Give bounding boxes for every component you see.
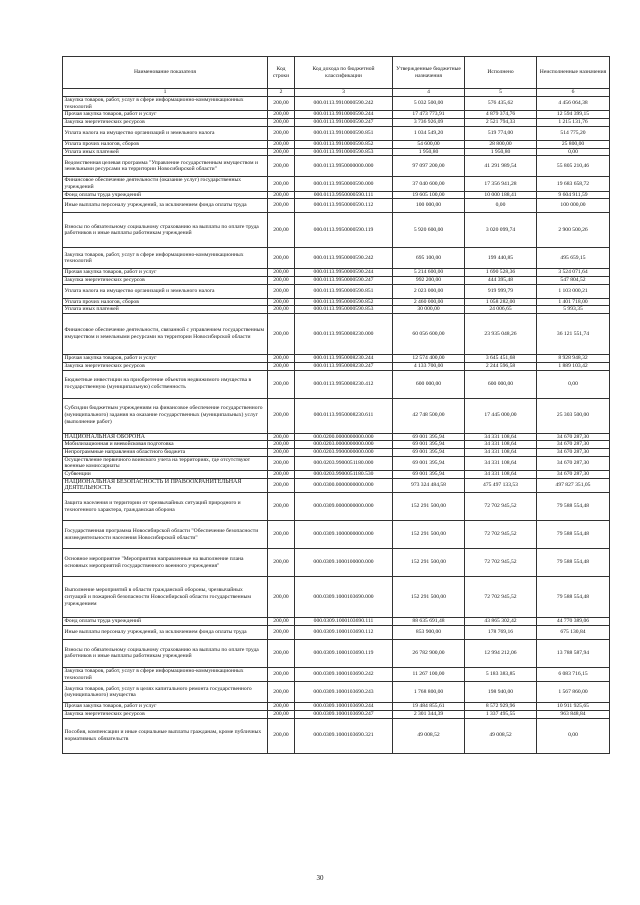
row-line-code: 200,00 <box>268 362 295 370</box>
row-budget-code: 000.0113.9950000590.853 <box>295 306 393 314</box>
row-approved: 12 574 400,00 <box>393 355 465 363</box>
row-budget-code: 000.0309.1000103690.247 <box>295 710 393 718</box>
row-line-code: 200,00 <box>268 191 295 199</box>
row-remaining: 675 130,84 <box>537 625 610 639</box>
row-approved: 1 950,80 <box>393 148 465 156</box>
row-budget-code: 000.0203.9900051180.000 <box>295 456 393 470</box>
row-name: Непрограммные направления областного бюджета <box>63 448 268 456</box>
row-executed: 178 769,16 <box>465 625 537 639</box>
table-row <box>63 111 610 119</box>
row-approved: 600 000,00 <box>393 370 465 398</box>
row-budget-code: 000.0113.9910000590.852 <box>295 140 393 148</box>
row-approved: 19 484 855,61 <box>393 703 465 711</box>
row-remaining: 34 670 287,30 <box>537 448 610 456</box>
row-name: Основное мероприятие "Мероприятия направленные на выполнение плана основных мероприятий государственного военного учреждения" <box>63 549 268 577</box>
column-number: 2 <box>268 89 295 97</box>
row-name: Выполнение мероприятий в области гражданской обороны, чрезвычайных ситуаций и пожарной безопасности Новосибирской области государственным учреждением <box>63 577 268 618</box>
row-remaining: 34 670 287,30 <box>537 456 610 470</box>
table-row <box>63 140 610 148</box>
row-line-code: 200,00 <box>268 111 295 119</box>
row-budget-code: 000.0309.1000000000.000 <box>295 521 393 549</box>
row-line-code: 200,00 <box>268 710 295 718</box>
table-row <box>63 119 610 127</box>
row-budget-code: 000.0309.1000103690.112 <box>295 625 393 639</box>
row-line-code: 200,00 <box>268 682 295 703</box>
row-budget-code: 000.0300.0000000000.000 <box>295 478 393 492</box>
row-remaining: 963 848,84 <box>537 710 610 718</box>
table-row <box>63 177 610 191</box>
column-number: 5 <box>465 89 537 97</box>
row-name: Уплата налога на имущество организаций и земельного налога <box>63 284 268 298</box>
table-row <box>63 306 610 314</box>
row-executed: 4 879 374,76 <box>465 111 537 119</box>
table-row <box>63 126 610 140</box>
row-approved: 973 324 484,58 <box>393 478 465 492</box>
row-line-code: 200,00 <box>268 448 295 456</box>
table-row <box>63 370 610 398</box>
row-budget-code: 000.0309.0000000000.000 <box>295 493 393 521</box>
row-budget-code: 000.0309.1000103690.321 <box>295 718 393 753</box>
row-approved: 5 032 500,00 <box>393 97 465 111</box>
row-line-code: 200,00 <box>268 140 295 148</box>
row-approved: 152 291 500,00 <box>393 521 465 549</box>
row-remaining: 79 588 554,48 <box>537 549 610 577</box>
row-name: Прочая закупка товаров, работ и услуг <box>63 703 268 711</box>
row-remaining: 497 827 351,05 <box>537 478 610 492</box>
row-line-code: 200,00 <box>268 639 295 667</box>
table-row <box>63 148 610 156</box>
row-budget-code: 000.0113.9950000590.111 <box>295 191 393 199</box>
row-approved: 1 768 800,00 <box>393 682 465 703</box>
row-line-code: 200,00 <box>268 148 295 156</box>
table-row <box>63 456 610 470</box>
row-remaining: 100 000,00 <box>537 199 610 213</box>
row-budget-code: 000.0309.1000100000.000 <box>295 549 393 577</box>
row-approved: 42 748 500,00 <box>393 398 465 433</box>
row-budget-code: 000.0203.9900051180.530 <box>295 471 393 479</box>
row-approved: 69 001 395,94 <box>393 433 465 441</box>
row-line-code: 200,00 <box>268 549 295 577</box>
row-approved: 88 635 691,48 <box>393 618 465 626</box>
row-name: Уплата иных платежей <box>63 306 268 314</box>
row-line-code: 200,00 <box>268 97 295 111</box>
row-budget-code: 000.0113.9950008230.247 <box>295 362 393 370</box>
row-budget-code: 000.0309.1000103690.243 <box>295 682 393 703</box>
row-line-code: 200,00 <box>268 398 295 433</box>
row-name: Закупка энергетических ресурсов <box>63 710 268 718</box>
row-name: Закупка товаров, работ, услуг в сфере информационно-коммуникационных технологий <box>63 667 268 681</box>
row-executed: 72 702 945,52 <box>465 577 537 618</box>
row-approved: 5 920 600,00 <box>393 213 465 248</box>
column-number-row <box>63 89 610 97</box>
row-executed: 1 058 282,00 <box>465 298 537 306</box>
row-approved: 49 008,52 <box>393 718 465 753</box>
header-budget-code: Код дохода по бюджетной классификации <box>295 57 393 89</box>
row-executed: 8 572 929,96 <box>465 703 537 711</box>
row-name: НАЦИОНАЛЬНАЯ БЕЗОПАСНОСТЬ И ПРАВООХРАНИТЕЛЬНАЯ ДЕЯТЕЛЬНОСТЬ <box>63 478 268 492</box>
table-row <box>63 493 610 521</box>
row-budget-code: 000.0113.9950000590.852 <box>295 298 393 306</box>
row-name: Прочая закупка товаров, работ и услуг <box>63 111 268 119</box>
row-name: Ведомственная целевая программа "Управление государственным имуществом и земельными ресурсами на территории Новосибирской области" <box>63 156 268 177</box>
row-approved: 100 000,00 <box>393 199 465 213</box>
row-line-code: 200,00 <box>268 306 295 314</box>
row-executed: 72 702 945,52 <box>465 493 537 521</box>
row-remaining: 34 670 287,30 <box>537 471 610 479</box>
row-remaining: 12 594 399,15 <box>537 111 610 119</box>
row-approved: 3 736 926,09 <box>393 119 465 127</box>
row-name: Уплата иных платежей <box>63 148 268 156</box>
row-approved: 30 000,00 <box>393 306 465 314</box>
row-approved: 69 001 395,94 <box>393 471 465 479</box>
row-name: Фонд оплаты труда учреждений <box>63 618 268 626</box>
row-remaining: 495 659,15 <box>537 248 610 269</box>
row-name: Осуществление первичного воинского учета на территориях, где отсутствуют военные комиссариаты <box>63 456 268 470</box>
row-name: Фонд оплаты труда учреждений <box>63 191 268 199</box>
row-executed: 41 291 989,54 <box>465 156 537 177</box>
row-line-code: 200,00 <box>268 269 295 277</box>
row-line-code: 200,00 <box>268 314 295 355</box>
table-row <box>63 191 610 199</box>
row-remaining: 2 900 500,26 <box>537 213 610 248</box>
table-row <box>63 625 610 639</box>
row-executed: 5 183 383,85 <box>465 667 537 681</box>
row-line-code: 200,00 <box>268 199 295 213</box>
row-remaining: 19 683 658,72 <box>537 177 610 191</box>
row-name: Мобилизационная и вневойсковая подготовка <box>63 441 268 449</box>
row-line-code: 200,00 <box>268 667 295 681</box>
row-remaining: 6 083 716,15 <box>537 667 610 681</box>
row-budget-code: 000.0203.9900000000.000 <box>295 448 393 456</box>
row-remaining: 0,00 <box>537 370 610 398</box>
row-executed: 3 020 099,74 <box>465 213 537 248</box>
row-executed: 919 999,79 <box>465 284 537 298</box>
row-executed: 24 006,65 <box>465 306 537 314</box>
row-remaining: 44 770 389,06 <box>537 618 610 626</box>
row-approved: 17 473 773,91 <box>393 111 465 119</box>
column-number: 1 <box>63 89 268 97</box>
row-line-code: 200,00 <box>268 433 295 441</box>
row-name: Защита населения и территории от чрезвычайных ситуаций природного и техногенного характера, гражданская оборона <box>63 493 268 521</box>
row-remaining: 13 788 587,94 <box>537 639 610 667</box>
row-executed: 199 440,85 <box>465 248 537 269</box>
row-executed: 198 940,00 <box>465 682 537 703</box>
table-row <box>63 284 610 298</box>
row-budget-code: 000.0113.9950000000.000 <box>295 156 393 177</box>
table-row <box>63 448 610 456</box>
row-name: Взносы по обязательному социальному страхованию на выплаты по оплате труда работников и иные выплаты работникам учреждений <box>63 639 268 667</box>
row-approved: 2 301 344,39 <box>393 710 465 718</box>
row-line-code: 200,00 <box>268 625 295 639</box>
row-executed: 1 950,80 <box>465 148 537 156</box>
row-budget-code: 000.0309.1000103690.119 <box>295 639 393 667</box>
row-line-code: 200,00 <box>268 126 295 140</box>
row-remaining: 1 103 000,21 <box>537 284 610 298</box>
row-budget-code: 000.0113.9950000590.851 <box>295 284 393 298</box>
row-approved: 2 460 000,00 <box>393 298 465 306</box>
row-name: Иные выплаты персоналу учреждений, за исключением фонда оплаты труда <box>63 625 268 639</box>
row-executed: 34 331 108,64 <box>465 433 537 441</box>
row-remaining: 79 588 554,48 <box>537 577 610 618</box>
row-approved: 60 056 600,00 <box>393 314 465 355</box>
row-remaining: 0,00 <box>537 718 610 753</box>
table-row <box>63 298 610 306</box>
table-row <box>63 398 610 433</box>
row-line-code: 200,00 <box>268 370 295 398</box>
row-remaining: 79 588 554,48 <box>537 521 610 549</box>
row-name: Прочая закупка товаров, работ и услуг <box>63 355 268 363</box>
row-name: НАЦИОНАЛЬНАЯ ОБОРОНА <box>63 433 268 441</box>
row-budget-code: 000.0200.0000000000.000 <box>295 433 393 441</box>
row-remaining: 1 215 131,76 <box>537 119 610 127</box>
row-budget-code: 000.0113.9910000590.244 <box>295 111 393 119</box>
row-approved: 11 267 100,00 <box>393 667 465 681</box>
row-remaining: 25 303 500,00 <box>537 398 610 433</box>
row-executed: 10 000 188,41 <box>465 191 537 199</box>
header-line-code: Код строки <box>268 57 295 89</box>
row-remaining: 9 604 911,59 <box>537 191 610 199</box>
row-approved: 2 023 000,00 <box>393 284 465 298</box>
row-line-code: 200,00 <box>268 213 295 248</box>
column-number: 4 <box>393 89 465 97</box>
row-executed: 519 774,00 <box>465 126 537 140</box>
row-approved: 992 200,00 <box>393 277 465 285</box>
row-executed: 475 497 133,53 <box>465 478 537 492</box>
row-name: Взносы по обязательному социальному страхованию на выплаты по оплате труда работников и иные выплаты работникам учреждений <box>63 213 268 248</box>
row-executed: 576 435,62 <box>465 97 537 111</box>
report-sheet <box>62 56 609 754</box>
row-remaining: 79 588 554,48 <box>537 493 610 521</box>
row-remaining: 514 775,20 <box>537 126 610 140</box>
header-remaining: Неисполненные назначения <box>537 57 610 89</box>
row-budget-code: 000.0309.1000103690.242 <box>295 667 393 681</box>
table-body <box>63 97 610 754</box>
row-executed: 49 008,52 <box>465 718 537 753</box>
row-name: Прочая закупка товаров, работ и услуг <box>63 269 268 277</box>
row-line-code: 200,00 <box>268 441 295 449</box>
column-number: 3 <box>295 89 393 97</box>
row-executed: 600 000,00 <box>465 370 537 398</box>
row-name: Закупка товаров, работ, услуг в сфере информационно-коммуникационных технологий <box>63 97 268 111</box>
budget-execution-table <box>62 56 610 754</box>
row-name: Закупка товаров, работ, услуг в сфере информационно-коммуникационных технологий <box>63 248 268 269</box>
row-remaining: 1 567 860,00 <box>537 682 610 703</box>
row-approved: 69 001 395,94 <box>393 448 465 456</box>
row-name: Закупка энергетических ресурсов <box>63 119 268 127</box>
table-row <box>63 441 610 449</box>
table-header <box>63 57 610 97</box>
table-row <box>63 362 610 370</box>
row-budget-code: 000.0203.0000000000.000 <box>295 441 393 449</box>
row-remaining: 34 670 287,30 <box>537 433 610 441</box>
row-executed: 23 935 048,26 <box>465 314 537 355</box>
row-remaining: 36 121 551,74 <box>537 314 610 355</box>
row-budget-code: 000.0113.9910000590.242 <box>295 97 393 111</box>
table-row <box>63 248 610 269</box>
row-name: Финансовое обеспечение деятельности, связанной с управлением государственным имуществом и земельными ресурсами на территории Новосибирской области <box>63 314 268 355</box>
row-remaining: 10 911 925,65 <box>537 703 610 711</box>
row-approved: 152 291 500,00 <box>393 577 465 618</box>
row-budget-code: 000.0113.9950000590.247 <box>295 277 393 285</box>
row-budget-code: 000.0113.9950000590.000 <box>295 177 393 191</box>
row-executed: 12 994 212,06 <box>465 639 537 667</box>
row-budget-code: 000.0113.9950000590.119 <box>295 213 393 248</box>
row-approved: 695 100,00 <box>393 248 465 269</box>
row-executed: 34 331 108,64 <box>465 448 537 456</box>
row-name: Государственная программа Новосибирской области "Обеспечение безопасности жизнедеятельности населения Новосибирской области" <box>63 521 268 549</box>
row-line-code: 200,00 <box>268 471 295 479</box>
row-name: Уплата прочих налогов, сборов <box>63 140 268 148</box>
row-executed: 34 331 108,64 <box>465 441 537 449</box>
column-number: 6 <box>537 89 610 97</box>
row-budget-code: 000.0113.9910000590.853 <box>295 148 393 156</box>
row-name: Закупка энергетических ресурсов <box>63 362 268 370</box>
row-line-code: 200,00 <box>268 718 295 753</box>
row-executed: 444 395,48 <box>465 277 537 285</box>
row-executed: 72 702 945,52 <box>465 521 537 549</box>
row-approved: 4 133 700,00 <box>393 362 465 370</box>
header-executed: Исполнено <box>465 57 537 89</box>
table-row <box>63 433 610 441</box>
row-executed: 34 331 108,64 <box>465 471 537 479</box>
row-budget-code: 000.0113.9950000590.242 <box>295 248 393 269</box>
row-budget-code: 000.0113.9910000590.851 <box>295 126 393 140</box>
row-remaining: 547 804,52 <box>537 277 610 285</box>
row-executed: 17 445 000,00 <box>465 398 537 433</box>
table-row <box>63 718 610 753</box>
row-name: Пособия, компенсации и иные социальные выплаты гражданам, кроме публичных нормативных обязательств <box>63 718 268 753</box>
row-budget-code: 000.0309.1000103690.244 <box>295 703 393 711</box>
row-budget-code: 000.0113.9950008230.244 <box>295 355 393 363</box>
row-name: Субсидии бюджетным учреждениям на финансовое обеспечение государственного (муниципального) задания на оказание государственных (муниципальных) услуг (выполнение работ) <box>63 398 268 433</box>
row-remaining: 4 456 064,38 <box>537 97 610 111</box>
row-budget-code: 000.0113.9950008230.611 <box>295 398 393 433</box>
row-line-code: 200,00 <box>268 478 295 492</box>
table-row <box>63 577 610 618</box>
row-approved: 19 605 100,00 <box>393 191 465 199</box>
row-remaining: 1 401 718,00 <box>537 298 610 306</box>
row-line-code: 200,00 <box>268 248 295 269</box>
row-remaining: 5 993,35 <box>537 306 610 314</box>
row-remaining: 55 805 210,46 <box>537 156 610 177</box>
row-name: Бюджетные инвестиции на приобретение объектов недвижимого имущества в государственную (муниципальную) собственность <box>63 370 268 398</box>
header-indicator-name: Наименование показателя <box>63 57 268 89</box>
row-budget-code: 000.0113.9950008230.412 <box>295 370 393 398</box>
row-line-code: 200,00 <box>268 703 295 711</box>
page-number: 30 <box>316 874 324 882</box>
row-name: Субвенции <box>63 471 268 479</box>
row-approved: 152 291 500,00 <box>393 493 465 521</box>
row-executed: 72 702 945,52 <box>465 549 537 577</box>
row-approved: 54 600,00 <box>393 140 465 148</box>
row-line-code: 200,00 <box>268 521 295 549</box>
row-executed: 17 356 941,28 <box>465 177 537 191</box>
row-name: Закупка энергетических ресурсов <box>63 277 268 285</box>
table-row <box>63 682 610 703</box>
row-line-code: 200,00 <box>268 119 295 127</box>
row-budget-code: 000.0113.9910000590.247 <box>295 119 393 127</box>
row-line-code: 200,00 <box>268 577 295 618</box>
row-executed: 43 865 302,42 <box>465 618 537 626</box>
row-approved: 26 782 900,00 <box>393 639 465 667</box>
row-line-code: 200,00 <box>268 284 295 298</box>
row-budget-code: 000.0113.9950000590.244 <box>295 269 393 277</box>
row-remaining: 8 928 948,32 <box>537 355 610 363</box>
table-row <box>63 277 610 285</box>
table-row <box>63 710 610 718</box>
row-approved: 97 097 200,00 <box>393 156 465 177</box>
table-row <box>63 314 610 355</box>
row-remaining: 1 889 103,42 <box>537 362 610 370</box>
row-line-code: 200,00 <box>268 177 295 191</box>
table-row <box>63 703 610 711</box>
row-line-code: 200,00 <box>268 156 295 177</box>
row-name: Уплата налога на имущество организаций и земельного налога <box>63 126 268 140</box>
header-approved: Утвержденные бюджетные назначения <box>393 57 465 89</box>
row-executed: 1 690 528,36 <box>465 269 537 277</box>
row-remaining: 25 800,00 <box>537 140 610 148</box>
row-line-code: 200,00 <box>268 355 295 363</box>
row-executed: 2 244 596,58 <box>465 362 537 370</box>
row-name: Закупка товаров, работ, услуг в целях капитального ремонта государственного (муниципального) имущества <box>63 682 268 703</box>
row-line-code: 200,00 <box>268 618 295 626</box>
row-approved: 1 034 549,20 <box>393 126 465 140</box>
row-remaining: 0,00 <box>537 148 610 156</box>
row-name: Финансовое обеспечение деятельности (оказание услуг) государственных учреждений <box>63 177 268 191</box>
row-approved: 5 214 600,00 <box>393 269 465 277</box>
row-budget-code: 000.0113.9950000590.112 <box>295 199 393 213</box>
row-line-code: 200,00 <box>268 277 295 285</box>
row-approved: 69 001 395,94 <box>393 441 465 449</box>
row-approved: 853 900,00 <box>393 625 465 639</box>
row-approved: 69 001 395,94 <box>393 456 465 470</box>
row-executed: 3 645 451,68 <box>465 355 537 363</box>
table-row <box>63 639 610 667</box>
row-remaining: 34 670 287,30 <box>537 441 610 449</box>
table-row <box>63 199 610 213</box>
table-row <box>63 667 610 681</box>
row-budget-code: 000.0309.1000103690.111 <box>295 618 393 626</box>
table-row <box>63 355 610 363</box>
table-row <box>63 471 610 479</box>
table-row <box>63 213 610 248</box>
row-executed: 28 800,00 <box>465 140 537 148</box>
row-name: Уплата прочих налогов, сборов <box>63 298 268 306</box>
row-executed: 0,00 <box>465 199 537 213</box>
row-line-code: 200,00 <box>268 493 295 521</box>
row-line-code: 200,00 <box>268 456 295 470</box>
row-budget-code: 000.0309.1000103690.000 <box>295 577 393 618</box>
table-row <box>63 269 610 277</box>
table-row <box>63 618 610 626</box>
table-row <box>63 521 610 549</box>
table-row <box>63 549 610 577</box>
row-approved: 152 291 500,00 <box>393 549 465 577</box>
table-row <box>63 156 610 177</box>
table-row <box>63 97 610 111</box>
row-remaining: 3 524 071,64 <box>537 269 610 277</box>
table-row <box>63 478 610 492</box>
row-approved: 37 040 600,00 <box>393 177 465 191</box>
row-line-code: 200,00 <box>268 298 295 306</box>
row-budget-code: 000.0113.9950008230.000 <box>295 314 393 355</box>
row-name: Иные выплаты персоналу учреждений, за исключением фонда оплаты труда <box>63 199 268 213</box>
row-executed: 2 521 794,33 <box>465 119 537 127</box>
row-executed: 34 331 108,64 <box>465 456 537 470</box>
row-executed: 1 337 495,55 <box>465 710 537 718</box>
